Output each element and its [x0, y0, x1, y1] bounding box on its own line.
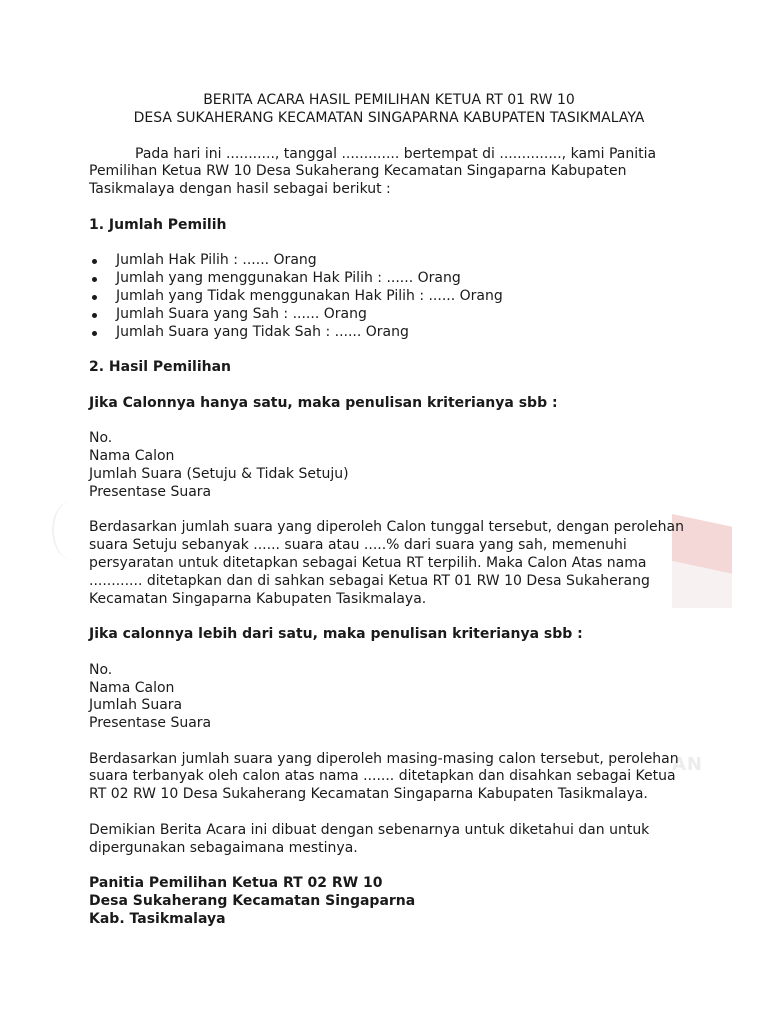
section2-heading: 2. Hasil Pemilihan [89, 359, 232, 376]
intro-paragraph: Pada hari ini ..........., tanggal ............. bertempat di .............., kami Panitia Pemilihan Ketua RW 10 Desa Sukaherang Kecamatan Singaparna Kabupaten Tasikmalaya dengan hasil sebagai berikut : [89, 145, 657, 198]
bullet-icon [92, 259, 97, 264]
signature-line-1: Panitia Pemilihan Ketua RT 02 RW 10 [89, 875, 383, 892]
title-line-2: DESA SUKAHERANG KECAMATAN SINGAPARNA KABUPATEN TASIKMALAYA [133, 109, 645, 126]
single-field-name: Nama Calon [89, 448, 175, 465]
voter-count-list [89, 252, 689, 341]
list-item: Jumlah yang menggunakan Hak Pilih : ...... Orang [89, 270, 689, 288]
signature-block [89, 875, 689, 928]
multiple-field-no: No. [89, 661, 113, 678]
list-item: Jumlah yang Tidak menggunakan Hak Pilih : ...... Orang [89, 288, 689, 306]
title-line-1: BERITA ACARA HASIL PEMILIHAN KETUA RT 01 RW 10 [203, 92, 575, 108]
signature-line-3: Kab. Tasikmalaya [89, 910, 226, 927]
single-field-no: No. [89, 430, 113, 447]
watermark-arc [52, 500, 94, 560]
single-field-percentage: Presentase Suara [89, 483, 212, 500]
multiple-field-percentage: Presentase Suara [89, 715, 212, 732]
bullet-icon [92, 277, 97, 282]
watermark-text: AN [672, 754, 703, 775]
signature-line-2: Desa Sukaherang Kecamatan Singaparna [89, 893, 416, 910]
multiple-candidate-paragraph: Berdasarkan jumlah suara yang diperoleh masing-masing calon tersebut, perolehan suara terbanyak oleh calon atas nama ....... ditetapkan dan disahkan sebagai Ketua RT 02 RW 10 Desa Sukaherang Kecamatan Singaparna Kabupaten Tasikmalaya. [89, 750, 679, 803]
closing-paragraph: Demikian Berita Acara ini dibuat dengan sebenarnya untuk diketahui dan untuk dipergunakan sebagaimana mestinya. [89, 821, 650, 856]
list-item: Jumlah Suara yang Sah : ...... Orang [89, 306, 689, 324]
multiple-field-votes: Jumlah Suara [89, 697, 183, 714]
bullet-icon [92, 313, 97, 318]
list-item: Jumlah Hak Pilih : ...... Orang [89, 252, 689, 270]
document-title [89, 92, 689, 128]
multiple-field-name: Nama Calon [89, 679, 175, 696]
bullet-icon [92, 331, 97, 336]
document-page [89, 92, 689, 929]
single-candidate-heading: Jika Calonnya hanya satu, maka penulisan kriterianya sbb : [89, 394, 558, 411]
multiple-candidate-heading: Jika calonnya lebih dari satu, maka penulisan kriterianya sbb : [89, 626, 583, 643]
single-candidate-paragraph: Berdasarkan jumlah suara yang diperoleh Calon tunggal tersebut, dengan perolehan suara Setuju sebanyak ...... suara atau .....% dari suara yang sah, memenuhi persyaratan untuk ditetapkan sebagai Ketua RT terpilih. Maka Calon Atas nama ............ ditetapkan dan di sahkan sebagai Ketua RT 01 RW 10 Desa Sukaherang Kecamatan Singaparna Kabupaten Tasikmalaya. [89, 519, 684, 607]
section1-heading: 1. Jumlah Pemilih [89, 216, 227, 233]
single-field-votes: Jumlah Suara (Setuju & Tidak Setuju) [89, 465, 349, 482]
list-item: Jumlah Suara yang Tidak Sah : ...... Orang [89, 324, 689, 342]
bullet-icon [92, 295, 97, 300]
